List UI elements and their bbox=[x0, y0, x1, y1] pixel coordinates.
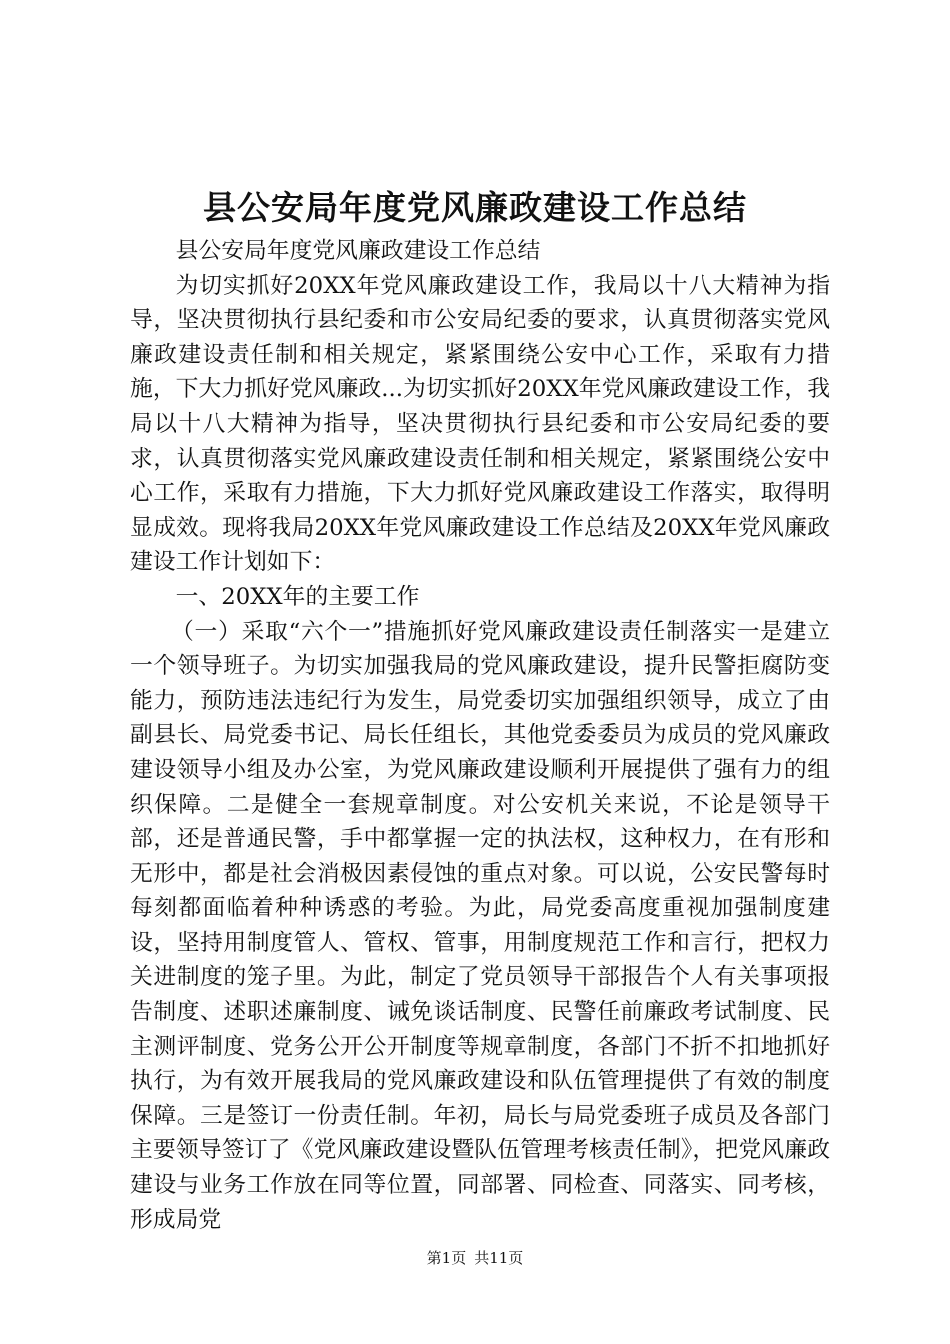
paragraph-section-one: （一）采取“六个一”措施抓好党风廉政建设责任制落实一是建立一个领导班子。为切实加强我局的党风廉政建设，提升民警拒腐防变能力，预防违法违纪行为发生，局党委切实加强组织领导，成立了由副县长、局党委书记、局长任组长，其他党委委员为成员的党风廉政建设领导小组及办公室，为党风廉政建设顺利开展提供了强有力的组织保障。二是健全一套规章制度。对公安机关来说，不论是领导干部，还是普通民警，手中都掌握一定的执法权，这种权力，在有形和无形中，都是社会消极因素侵蚀的重点对象。可以说，公安民警每时每刻都面临着种种诱惑的考验。为此，局党委高度重视加强制度建设，坚持用制度管人、管权、管事，用制度规范工作和言行，把权力关进制度的笼子里。为此，制定了党员领导干部报告个人有关事项报告制度、述职述廉制度、诫免谈话制度、民警任前廉政考试制度、民主测评制度、党务公开公开制度等规章制度，各部门不折不扣地抓好执行，为有效开展我局的党风廉政建设和队伍管理提供了有效的制度保障。三是签订一份责任制。年初，局长与局党委班子成员及各部门主要领导签订了《党风廉政建设暨队伍管理考核责任制》，把党风廉政建设与业务工作放在同等位置，同部署、同检查、同落实、同考核，形成局党 bbox=[130, 618, 830, 1233]
paragraph-intro: 为切实抓好20XX年党风廉政建设工作，我局以十八大精神为指导，坚决贯彻执行县纪委和市公安局纪委的要求，认真贯彻落实党风廉政建设责任制和相关规定，紧紧围绕公安中心工作，采取有力措施，下大力抓好党风廉政...为切实抓好20XX年党风廉政建设工作，我局以十八大精神为指导，坚决贯彻执行县纪委和市公安局纪委的要求，认真贯彻落实党风廉政建设责任制和相关规定，紧紧围绕公安中心工作，采取有力措施，下大力抓好党风廉政建设工作落实，取得明显成效。现将我局20XX年党风廉政建设工作总结及20XX年党风廉政建设工作计划如下： bbox=[130, 272, 830, 576]
document-body bbox=[130, 234, 830, 1237]
paragraph-subtitle: 县公安局年度党风廉政建设工作总结 bbox=[175, 238, 541, 264]
page-number: 第1页 bbox=[426, 1249, 467, 1267]
document-title: 县公安局年度党风廉政建设工作总结 bbox=[203, 188, 747, 227]
section-heading: 一、20XX年的主要工作 bbox=[175, 583, 420, 610]
page-total: 共11页 bbox=[474, 1249, 524, 1267]
page-footer bbox=[0, 1247, 950, 1269]
